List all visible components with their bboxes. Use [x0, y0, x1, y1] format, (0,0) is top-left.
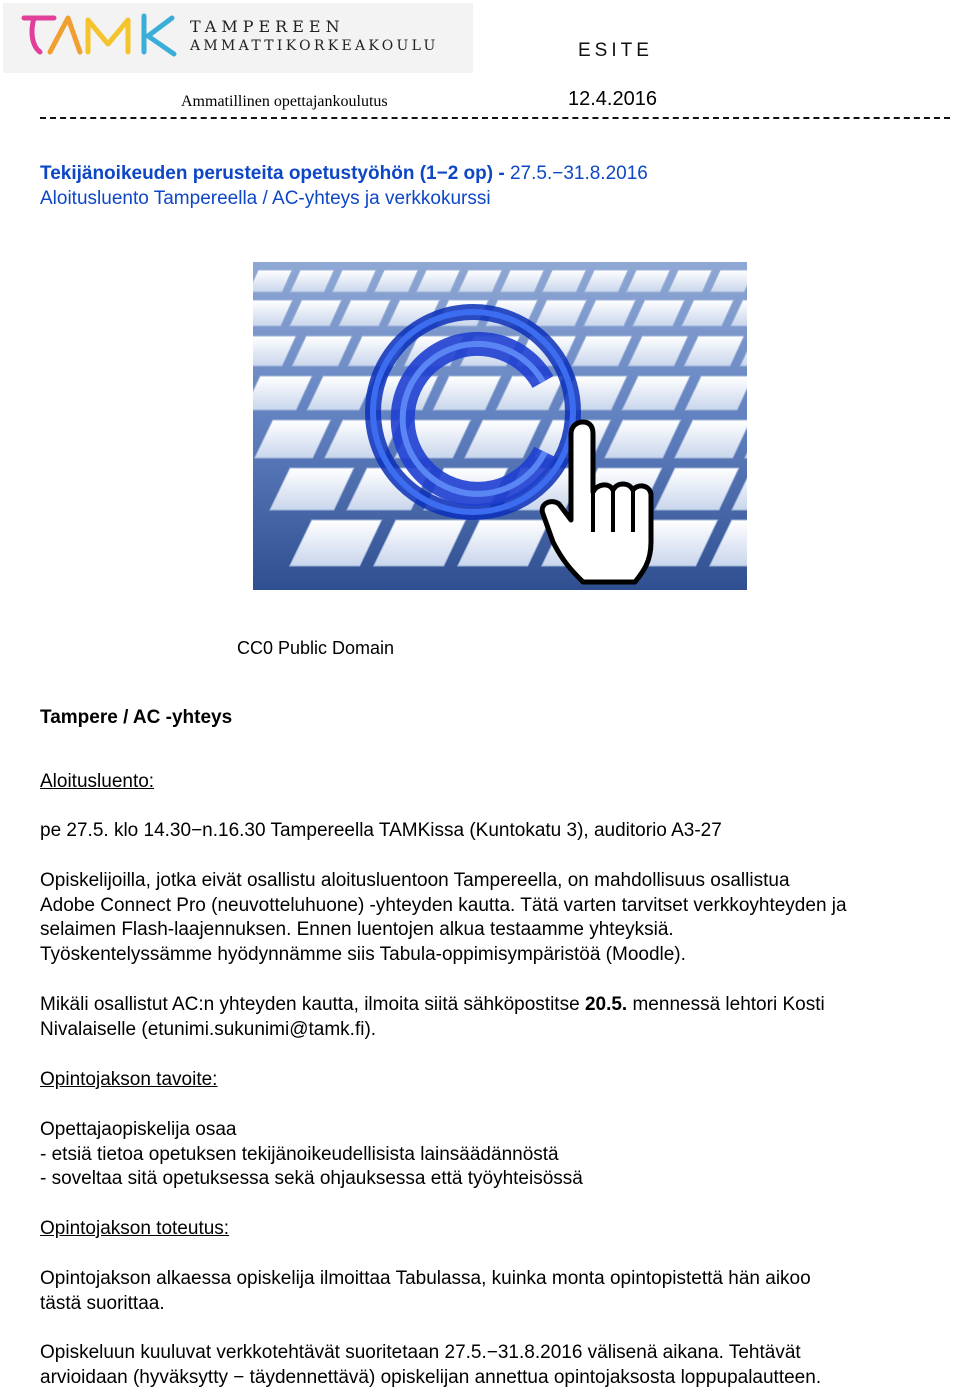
text-fragment: mennessä lehtori Kosti [627, 994, 825, 1015]
goal-heading: Opintojakson tavoite: [40, 1069, 218, 1090]
paragraph-line: Opiskeluun kuuluvat verkkotehtävät suoritetaan 27.5.−31.8.2016 välisenä aikana. Tehtävät [40, 1342, 801, 1363]
paragraph-line: Adobe Connect Pro (neuvotteluhuone) -yhteyden kautta. Tätä varten tarvitset verkkoyhteyden ja [40, 894, 847, 916]
paragraph-line [40, 993, 825, 1018]
registration-paragraph [40, 993, 825, 1042]
kickoff-heading: Aloitusluento: [40, 771, 155, 792]
image-caption: CC0 Public Domain [237, 638, 395, 658]
paragraph-line: arvioidaan (hyväksytty − täydennettävä) opiskelijan annettua opintojaksosta loppupalautteen. [40, 1366, 822, 1388]
unit-name: Ammatillinen opettajankoulutus [181, 93, 388, 110]
keyboard-copyright-image [253, 262, 747, 590]
document-date: 12.4.2016 [568, 88, 657, 110]
remote-participation-paragraph [40, 869, 847, 967]
list-item: - soveltaa sitä opetuksessa sekä ohjauksessa että työyhteisössä [40, 1168, 583, 1190]
course-subtitle: Aloitusluento Tampereella / AC-yhteys ja verkkokurssi [40, 188, 491, 209]
implementation-paragraph-1 [40, 1267, 811, 1316]
implementation-paragraph-2 [40, 1341, 821, 1390]
tamk-logo-mark [20, 12, 180, 58]
course-dates: 27.5.−31.8.2016 [509, 163, 648, 184]
text-fragment: Mikäli osallistut AC:n yhteyden kautta, ilmoita siitä sähköpostitse [40, 994, 585, 1015]
paragraph-line: Työskentelyssämme hyödynnämme siis Tabula-oppimisympäristöä (Moodle). [40, 943, 686, 965]
list-item: - etsiä tietoa opetuksen tekijänoikeudellisista lainsäädännöstä [40, 1143, 559, 1165]
location-heading: Tampere / AC -yhteys [40, 707, 233, 728]
list-item: Opettajaopiskelija osaa [40, 1119, 237, 1140]
registration-deadline: 20.5. [584, 994, 628, 1015]
paragraph-line: selaimen Flash-laajennuksen. Ennen luentojen alkua testaamme yhteyksiä. [40, 919, 674, 941]
org-name-line2: AMMATTIKORKEAKOULU [190, 38, 439, 54]
course-title-name: Tekijänoikeuden perusteita opetustyöhön (1−2 op) - [40, 163, 510, 184]
document-type: ESITE [578, 40, 653, 61]
goal-list [40, 1118, 583, 1192]
kickoff-time: pe 27.5. klo 14.30−n.16.30 Tampereella TAMKissa (Kuntokatu 3), auditorio A3-27 [40, 820, 722, 841]
paragraph-line: tästä suorittaa. [40, 1292, 165, 1314]
header-divider [40, 117, 950, 119]
paragraph-line: Opintojakson alkaessa opiskelija ilmoittaa Tabulassa, kuinka monta opintopistettä hän aikoo [40, 1268, 811, 1289]
implementation-heading: Opintojakson toteutus: [40, 1218, 230, 1239]
course-title [40, 163, 648, 185]
paragraph-line: Opiskelijoilla, jotka eivät osallistu aloitusluentoon Tampereella, on mahdollisuus osallistua [40, 870, 790, 891]
paragraph-line: Nivalaiselle (etunimi.sukunimi@tamk.fi). [40, 1018, 377, 1040]
org-name-line1: TAMPEREEN [190, 17, 345, 36]
